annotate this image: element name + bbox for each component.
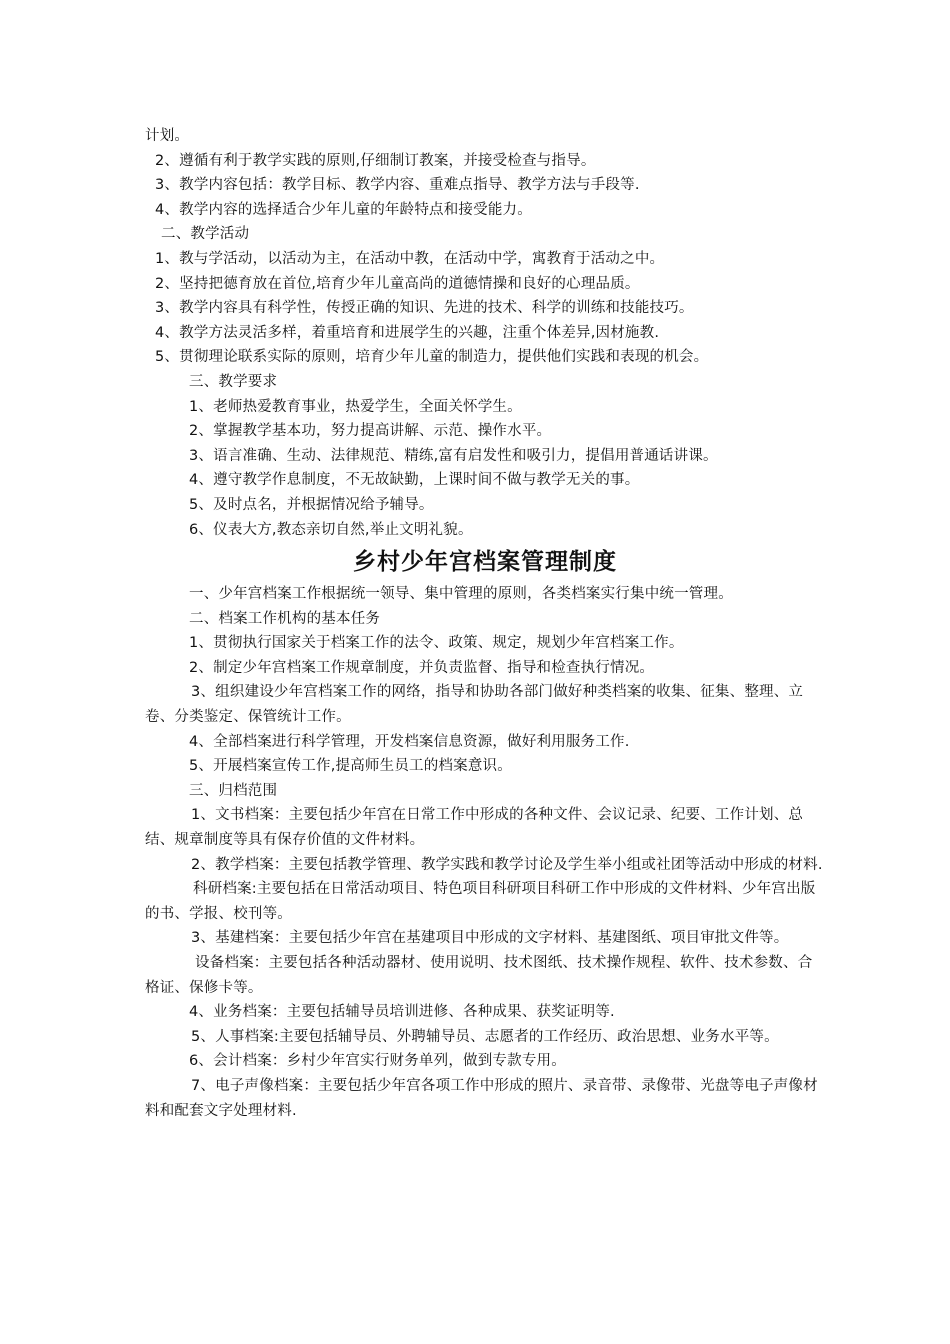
list-item: 2、教学档案：主要包括教学管理、教学实践和教学讨论及学生举小组或社团等活动中形成的材料. (191, 856, 823, 873)
list-item: 6、会计档案：乡村少年宫实行财务单列，做到专款专用。 (189, 1053, 566, 1070)
paragraph-line: 计划。 (145, 128, 190, 144)
section-heading: 三、教学要求 (189, 373, 278, 390)
list-item: 4、业务档案：主要包括辅导员培训进修、各种成果、获奖证明等. (189, 1004, 615, 1021)
list-item: 2、掌握教学基本功，努力提高讲解、示范、操作水平。 (189, 423, 552, 440)
list-item: 4、全部档案进行科学管理，开发档案信息资源，做好利用服务工作. (189, 733, 630, 750)
list-item: 4、遵守教学作息制度，不无故缺勤，上课时间不做与教学无关的事。 (189, 472, 640, 489)
list-item: 3、基建档案：主要包括少年宫在基建项目中形成的文字材料、基建图纸、项目审批文件等。 (191, 930, 789, 947)
list-item: 1、老师热爱教育事业，热爱学生，全面关怀学生。 (189, 398, 522, 415)
list-item: 6、仪表大方,教态亲切自然,举止文明礼貌。 (189, 521, 473, 538)
list-item: 3、组织建设少年宫档案工作的网络，指导和协助各部门做好种类档案的收集、征集、整理、立卷、分类鉴定、保管统计工作。 (145, 684, 804, 726)
list-item: 5、及时点名，并根据情况给予辅导。 (189, 496, 434, 513)
list-item: 4、教学方法灵活多样，着重培育和进展学生的兴趣，注重个体差异,因材施教. (155, 324, 660, 341)
list-item: 5、开展档案宣传工作,提高师生员工的档案意识。 (189, 758, 512, 775)
section-heading: 二、档案工作机构的基本任务 (189, 610, 381, 627)
list-item: 设备档案：主要包括各种活动器材、使用说明、技术图纸、技术操作规程、软件、技术参数、合格证、保修卡等。 (145, 955, 813, 996)
list-item: 科研档案:主要包括在日常活动项目、特色项目科研项目科研工作中形成的文件材料、少年宫出版的书、学报、校刊等。 (145, 881, 816, 922)
list-item: 2、制定少年宫档案工作规章制度，并负责监督、指导和检查执行情况。 (189, 659, 655, 676)
list-item: 3、语言准确、生动、法律规范、精练,富有启发性和吸引力，提倡用普通话讲课。 (189, 447, 718, 464)
document-page (145, 124, 825, 1123)
list-item: 1、教与学活动，以活动为主，在活动中教，在活动中学，寓教育于活动之中。 (155, 250, 665, 267)
list-item: 3、教学内容具有科学性，传授正确的知识、先进的技术、科学的训练和技能技巧。 (155, 300, 694, 317)
list-item: 1、贯彻执行国家关于档案工作的法令、政策、规定，规划少年宫档案工作。 (189, 635, 684, 652)
section-heading: 三、归档范围 (189, 782, 278, 799)
paragraph-line: 2、遵循有利于教学实践的原则,仔细制订教案，并接受检查与指导。 (155, 152, 596, 169)
page-title: 乡村少年宫档案管理制度 (353, 549, 617, 576)
list-item: 5、贯彻理论联系实际的原则，培育少年儿童的制造力，提供他们实践和表现的机会。 (155, 349, 709, 366)
list-item: 2、坚持把德育放在首位,培育少年儿童高尚的道德情操和良好的心理品质。 (155, 275, 640, 292)
paragraph-line: 一、少年宫档案工作根据统一领导、集中管理的原则，各类档案实行集中统一管理。 (189, 586, 733, 603)
paragraph-line: 4、教学内容的选择适合少年儿童的年龄特点和接受能力。 (155, 201, 532, 218)
list-item: 1、文书档案：主要包括少年宫在日常工作中形成的各种文件、会议记录、纪要、工作计划、总结、规章制度等具有保存价值的文件材料。 (145, 807, 804, 849)
list-item: 7、电子声像档案：主要包括少年宫各项工作中形成的照片、录音带、录像带、光盘等电子声像材料和配套文字处理材料. (145, 1077, 818, 1119)
paragraph-line: 3、教学内容包括：教学目标、教学内容、重难点指导、教学方法与手段等. (155, 177, 640, 194)
section-heading: 二、教学活动 (161, 226, 250, 243)
list-item: 5、人事档案:主要包括辅导员、外聘辅导员、志愿者的工作经历、政治思想、业务水平等。 (191, 1028, 779, 1045)
